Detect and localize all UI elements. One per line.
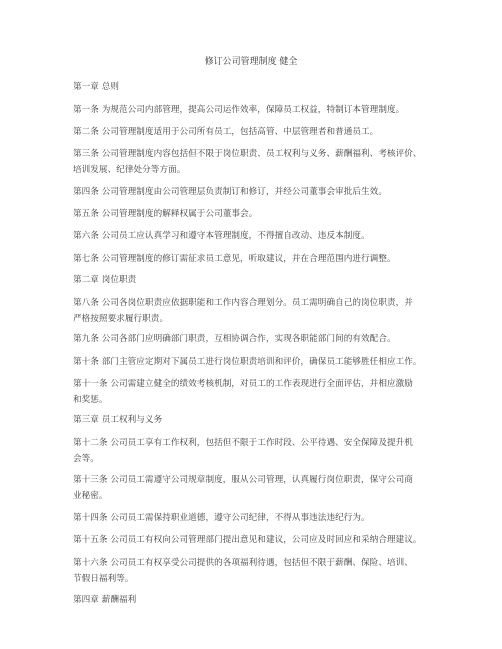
paragraph <box>73 103 445 119</box>
paragraph-line: 第二条 公司管理制度适用于公司所有员工，包括高管、中层管理者和普通员工。 <box>73 127 379 137</box>
paragraph-line: 第十五条 公司员工有权向公司管理部门提出意见和建议，公司应及时回应和采纳合理建议。 <box>73 535 422 545</box>
paragraph <box>73 332 445 348</box>
paragraph <box>73 511 445 527</box>
paragraph <box>73 436 445 467</box>
paragraph <box>73 556 445 587</box>
paragraph-line: 第四章 薪酬福利 <box>73 595 137 605</box>
paragraph-line: 第十四条 公司员工需保持职业道德，遵守公司纪律，不得从事违法违纪行为。 <box>73 513 370 523</box>
paragraph <box>73 147 445 178</box>
paragraph <box>73 125 445 141</box>
paragraph-line: 培训发展、纪律处分等方面。 <box>73 164 186 175</box>
paragraph-line: 第八条 公司各岗位职责应依据职能和工作内容合理划分。员工需明确自己的岗位职责，并 <box>73 298 413 308</box>
paragraph <box>73 377 445 408</box>
paragraph <box>73 296 445 327</box>
paragraph <box>73 355 445 371</box>
paragraph-line: 第六条 公司员工应认真学习和遵守本管理制度，不得擅自改动、违反本制度。 <box>73 231 370 241</box>
paragraph <box>73 252 445 268</box>
paragraph <box>73 80 445 96</box>
paragraph-line: 第四条 公司管理制度由公司管理层负责制订和修订，并经公司董事会审批后生效。 <box>73 187 387 197</box>
paragraph <box>73 473 445 504</box>
paragraph <box>73 229 445 245</box>
paragraph-line: 会等。 <box>73 453 99 464</box>
paragraph-line: 第五条 公司管理制度的解释权属于公司董事会。 <box>73 209 258 219</box>
paragraph-line: 业秘密。 <box>73 490 108 501</box>
paragraph <box>73 273 445 289</box>
paragraph-line: 严格按照要求履行职责。 <box>73 313 169 324</box>
paragraph-line: 第一条 为规范公司内部管理，提高公司运作效率，保障员工权益，特制订本管理制度。 <box>73 105 405 115</box>
paragraph <box>73 533 445 549</box>
paragraph <box>73 593 445 609</box>
paragraph-line: 第七条 公司管理制度的修订需征求员工意见，听取建议，并在合理范围内进行调整。 <box>73 254 396 264</box>
paragraph-line: 第十三条 公司员工需遵守公司规章制度，服从公司管理，认真履行岗位职责，保守公司商 <box>73 475 413 485</box>
paragraph <box>73 185 445 201</box>
paragraph <box>73 207 445 223</box>
paragraph-line: 和奖惩。 <box>73 394 108 405</box>
paragraph-line: 节假日福利等。 <box>73 573 134 584</box>
paragraph-line: 第十六条 公司员工有权享受公司提供的各项福利待遇，包括但不限于薪酬、保险、培训、 <box>73 558 413 568</box>
paragraph-line: 第十条 部门主管应定期对下属员工进行岗位职责培训和评价，确保员工能够胜任相应工作。 <box>73 357 422 367</box>
paragraph-line: 第二章 岗位职责 <box>73 275 137 285</box>
paragraph-line: 第三条 公司管理制度内容包括但不限于岗位职责、员工权利与义务、薪酬福利、考核评价、 <box>73 149 422 159</box>
paragraph-line: 第三章 员工权利与义务 <box>73 415 163 425</box>
paragraph <box>73 413 445 429</box>
paragraph-line: 第十二条 公司员工享有工作权利，包括但不限于工作时段、公平待遇、安全保障及提升机 <box>73 438 413 448</box>
page-title: 修订公司管理制度 健全 <box>204 57 298 67</box>
paragraph-line: 第九条 公司各部门应明确部门职责，互相协调合作，实现各职能部门间的有效配合。 <box>73 334 396 344</box>
paragraph-line: 第一章 总则 <box>73 82 120 92</box>
paragraph-line: 第十一条 公司需建立健全的绩效考核机制，对员工的工作表现进行全面评估，并相应激励 <box>73 379 413 389</box>
